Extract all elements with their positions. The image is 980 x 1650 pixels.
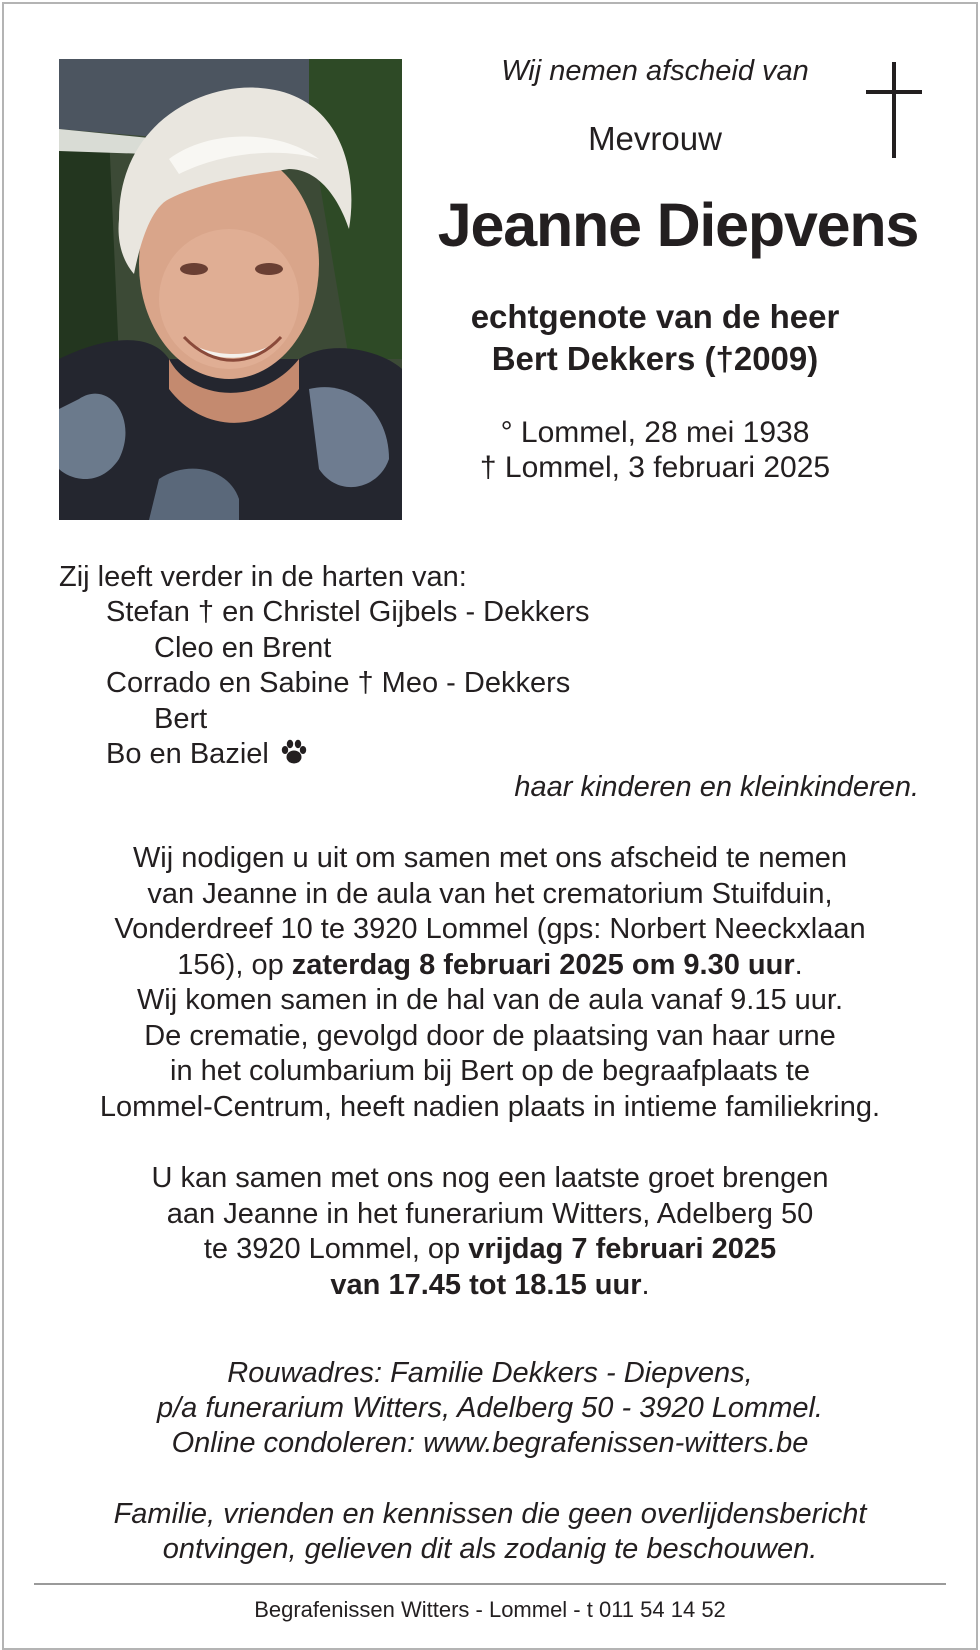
birth-date: ° Lommel, 28 mei 1938 <box>500 416 810 449</box>
ceremony-paragraph <box>40 841 940 1125</box>
online-condolence-link[interactable]: Online condoleren: www.begrafenissen-witters.be <box>171 1427 809 1459</box>
visitation-line: aan Jeanne in het funerarium Witters, Adelberg 50 <box>166 1197 814 1230</box>
list-item: Cleo en Brent <box>154 631 332 664</box>
funeral-home-address: p/a funerarium Witters, Adelberg 50 - 3920 Lommel. <box>157 1392 823 1424</box>
visitation-line <box>40 1268 940 1304</box>
pets-label: Bo en Baziel <box>106 738 269 771</box>
mourning-address: Rouwadres: Familie Dekkers - Diepvens, <box>227 1357 753 1389</box>
spouse-line-1: echtgenote van de heer <box>470 298 840 335</box>
list-item <box>106 737 590 772</box>
footer-text: Begrafenissen Witters - Lommel - t 011 54 14 52 <box>254 1597 726 1622</box>
ceremony-line: Vonderdreef 10 te 3920 Lommel (gps: Norbert Neeckxlaan <box>114 913 866 945</box>
honorific: Mevrouw <box>588 120 722 157</box>
list-item: Corrado en Sabine † Meo - Dekkers <box>106 667 571 700</box>
visitation-paragraph <box>40 1161 940 1303</box>
paw-print-icon <box>279 738 309 766</box>
ceremony-line <box>40 948 940 984</box>
spouse-line-2: Bert Dekkers (†2009) <box>491 340 819 377</box>
ceremony-text: . <box>794 948 803 981</box>
ceremony-line: De crematie, gevolgd door de plaatsing van haar urne <box>144 1019 836 1052</box>
deceased-name: Jeanne Diepvens <box>437 191 919 259</box>
farewell-line: Wij nemen afscheid van <box>501 55 809 87</box>
notice-line: Familie, vrienden en kennissen die geen overlijdensbericht <box>113 1498 867 1530</box>
contact-info <box>40 1356 940 1461</box>
spouse-info <box>420 296 890 380</box>
survivors-intro: Zij leeft verder in de harten van: <box>59 561 467 593</box>
visitation-text: te 3920 Lommel, op <box>203 1233 469 1265</box>
list-item: Stefan † en Christel Gijbels - Dekkers <box>106 596 590 629</box>
death-date: † Lommel, 3 februari 2025 <box>479 451 831 484</box>
footer-divider <box>34 1583 946 1585</box>
visitation-text: . <box>641 1268 650 1301</box>
visitation-date: vrijdag 7 februari 2025 <box>468 1233 777 1265</box>
visitation-time: van 17.45 tot 18.15 uur <box>330 1268 642 1301</box>
ceremony-line: in het columbarium bij Bert op de begraafplaats te <box>170 1055 810 1087</box>
portrait-photo <box>59 59 402 520</box>
life-dates <box>420 415 890 485</box>
ceremony-line: Lommel-Centrum, heeft nadien plaats in intieme familiekring. <box>99 1090 881 1123</box>
visitation-line: U kan samen met ons nog een laatste groet brengen <box>151 1162 829 1194</box>
ceremony-line: Wij nodigen u uit om samen met ons afscheid te nemen <box>132 842 848 874</box>
ceremony-line: van Jeanne in de aula van het crematorium Stuifduin, <box>147 877 833 910</box>
visitation-line <box>40 1232 940 1268</box>
notice-line: ontvingen, gelieven dit als zodanig te beschouwen. <box>162 1533 818 1565</box>
ceremony-text: 156), op <box>177 948 292 981</box>
notice <box>40 1497 940 1567</box>
survivors-closing: haar kinderen en kleinkinderen. <box>514 771 919 803</box>
list-item: Bert <box>154 702 208 735</box>
ceremony-datetime: zaterdag 8 februari 2025 om 9.30 uur <box>291 948 795 981</box>
survivors-list <box>59 560 590 772</box>
ceremony-line: Wij komen samen in de hal van de aula vanaf 9.15 uur. <box>136 984 844 1016</box>
